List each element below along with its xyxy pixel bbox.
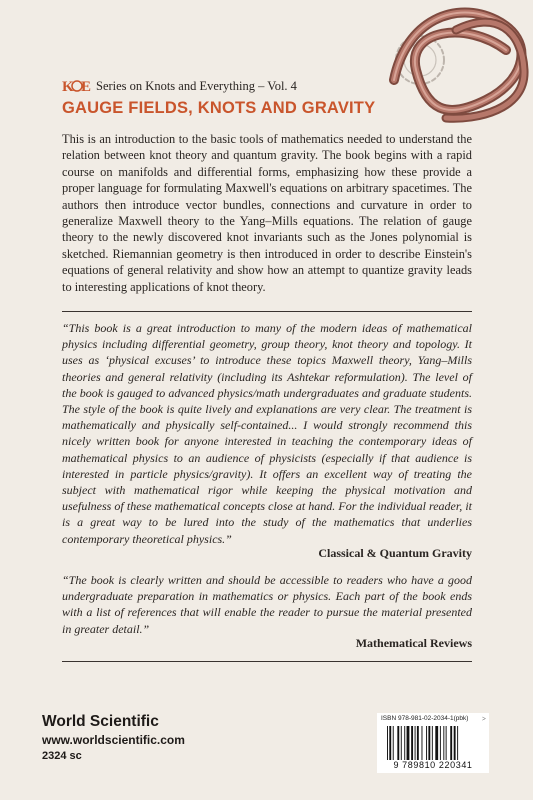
publisher-name: World Scientific <box>42 713 159 730</box>
isbn-label: ISBN 978-981-02-2034-1(pbk) <box>381 715 469 722</box>
book-description: This is an introduction to the basic tools of mathematics needed to understand the relation between knot theory and quantum gravity. The book begins with a rapid course on manifolds and differential forms, emphasizing how these provide a proper language for formulating Maxwell's equations on arbitrary spacetimes. The authors then introduce vector bundles, connections and curvature in order to generalize Maxwell theory to the Yang–Mills equations. The relation of gauge theory to the newly discovered knot invariants such as the Jones polynomial is sketched. Riemannian geometry is then introduced in order to describe Einstein's equations of general relativity and show how an attempt to quantize gravity leads to interesting applications of knot theory. <box>62 132 472 294</box>
barcode-number: 9 789810 220341 <box>393 760 473 770</box>
kne-logo-icon <box>62 76 90 96</box>
arrow-icon: > <box>482 715 486 723</box>
book-title: GAUGE FIELDS, KNOTS AND GRAVITY <box>62 99 376 117</box>
svg-text:K: K <box>62 79 74 95</box>
review-quote-2: “The book is clearly written and should be accessible to readers who have a good undergraduate preparation in mathematics or physics. Each part of the book ends with a list of references that will enable the reader to pursue the material presented in greater detail.” <box>62 573 472 636</box>
barcode-bars <box>385 726 485 762</box>
series-header <box>62 76 297 96</box>
review-source-1: Classical & Quantum Gravity <box>318 546 472 560</box>
series-text: Series on Knots and Everything – Vol. 4 <box>96 78 297 93</box>
barcode <box>377 713 489 773</box>
knot-illustration <box>386 0 533 130</box>
divider <box>62 661 472 662</box>
review-quote-1: “This book is a great introduction to many of the modern ideas of mathematical physics including differential geometry, group theory, knot theory and topology. It uses as ‘physical excuses’ to introduce these topics Maxwell theory, Yang–Mills theories and general relativity (including its Ashtekar reformulation). The level of the book is gauged to advanced physics/math undergraduates and graduate students. The style of the book is quite lively and explanations are very clear. The treatment is mathematically and physically self-contained... I would strongly recommend this nicely written book for anyone interested in teaching the contemporary ideas of mathematical physics to an audience of physicists (especially if that audience is interested in particle physics/gravity). It offers an excellent way of treating the subject with mathematical rigor while keeping the physical motivation and usefulness of these mathematical concepts close at hand. For the individual reader, it is a great way to be lured into the study of the mathematics that underlies contemporary theoretical physics.” <box>62 321 472 546</box>
divider <box>62 311 472 312</box>
publisher-website: www.worldscientific.com <box>42 733 185 747</box>
review-source-2: Mathematical Reviews <box>355 636 472 650</box>
product-code: 2324 sc <box>42 750 82 762</box>
svg-text:E: E <box>81 79 92 95</box>
